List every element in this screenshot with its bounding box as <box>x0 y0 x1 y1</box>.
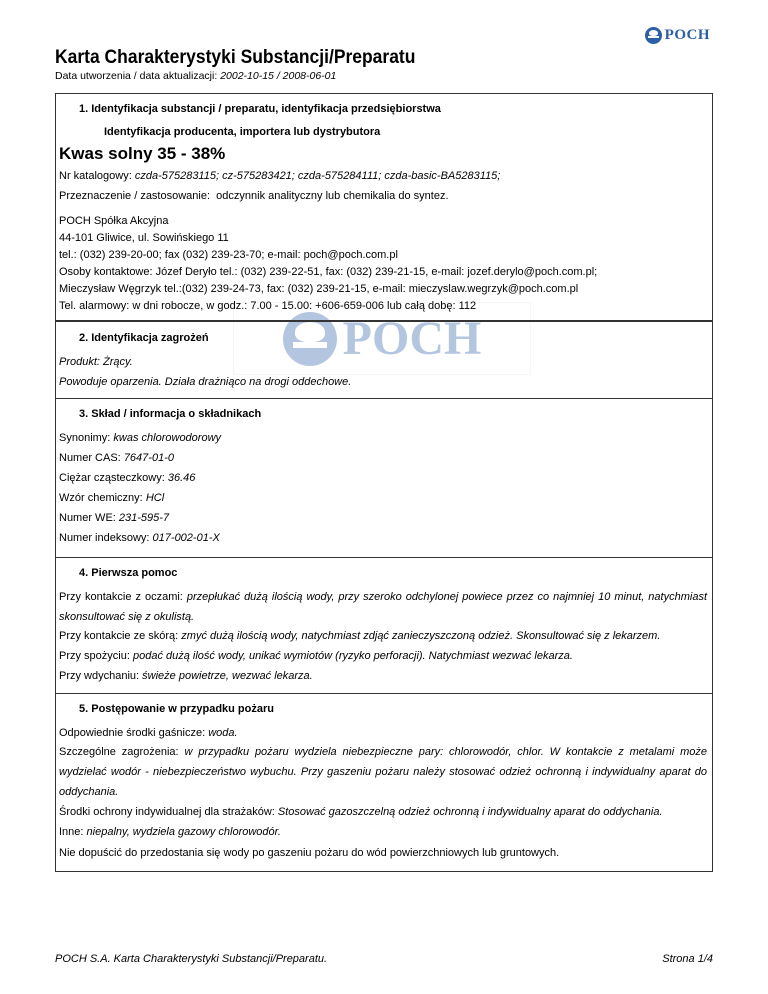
section-divider <box>55 398 713 399</box>
section-4-heading: 4. Pierwsza pomoc <box>79 567 178 579</box>
section-1-heading: 1. Identyfikacja substancji / preparatu, identyfikacja przedsiębiorstwa <box>79 103 441 115</box>
purpose-label: Przeznaczenie / zastosowanie: <box>59 190 211 202</box>
catalog-label: Nr katalogowy: <box>59 170 132 182</box>
poch-logo-mark-icon <box>645 27 662 44</box>
composition-label: Numer WE: <box>59 512 116 524</box>
fire-other <box>59 825 281 839</box>
catalog-value: czda-575283115; cz-575283421; czda-575284111; czda-basic-BA5283115; <box>134 170 501 182</box>
composition-value: kwas chlorowodorowy <box>113 432 222 444</box>
section-3-heading: 3. Skład / informacja o składnikach <box>79 408 262 420</box>
section-divider <box>55 693 713 694</box>
composition-label: Numer indeksowy: <box>59 532 150 544</box>
section-5-heading: 5. Postępowanie w przypadku pożaru <box>79 703 274 715</box>
fire-other-value: niepalny, wydziela gazowy chlorowodór. <box>86 826 281 838</box>
fire-agents-value: woda. <box>208 727 238 739</box>
composition-label: Synonimy: <box>59 432 111 444</box>
fire-agents-label: Odpowiednie środki gaśnicze: <box>59 727 206 739</box>
company-line: tel.: (032) 239-20-00; fax (032) 239-23-70; e-mail: poch@poch.com.pl <box>59 249 398 261</box>
first-aid-ingestion <box>59 649 573 663</box>
first-aid-ingestion-label: Przy spożyciu: <box>59 650 130 662</box>
first-aid-eyes-label: Przy kontakcie z oczami: <box>59 591 183 603</box>
catalog-line <box>59 169 500 183</box>
fire-agents <box>59 726 238 740</box>
composition-label: Ciężar cząsteczkowy: <box>59 472 165 484</box>
fire-other-label: Inne: <box>59 826 84 838</box>
dates-value: 2002-10-15 / 2008-06-01 <box>220 70 337 82</box>
hazard-line: Powoduje oparzenia. Działa drażniąco na drogi oddechowe. <box>59 376 352 388</box>
fire-ppe-label: Środki ochrony indywidualnej dla strażaków: <box>59 806 275 818</box>
composition-value: 017-002-01-X <box>152 532 220 544</box>
hazard-line: Produkt: Żrący. <box>59 356 133 368</box>
composition-value: HCl <box>145 492 165 504</box>
first-aid-skin-label: Przy kontakcie ze skórą: <box>59 630 179 642</box>
section-divider <box>55 320 713 322</box>
first-aid-inhalation <box>59 669 313 683</box>
fire-ppe <box>59 805 663 819</box>
composition-row <box>59 491 164 505</box>
composition-row <box>59 431 221 445</box>
product-name: Kwas solny 35 - 38% <box>59 144 226 163</box>
composition-value: 36.46 <box>167 472 196 484</box>
first-aid-eyes <box>59 587 707 627</box>
footer-document-name: POCH S.A. Karta Charakterystyki Substancji/Preparatu. <box>55 953 328 965</box>
poch-logo-text: POCH <box>664 27 710 43</box>
first-aid-inhalation-label: Przy wdychaniu: <box>59 670 140 682</box>
poch-watermark-text: POCH <box>342 312 482 365</box>
composition-row <box>59 511 169 525</box>
poch-logo <box>645 27 710 44</box>
composition-label: Numer CAS: <box>59 452 121 464</box>
company-line: 44-101 Gliwice, ul. Sowińskiego 11 <box>59 232 229 244</box>
document-title: Karta Charakterystyki Substancji/Preparatu <box>55 47 416 68</box>
first-aid-skin-value: zmyć dużą ilością wody, natychmiast zdjąć zanieczyszczoną odzież. Skonsultować się z lekarzem. <box>181 630 661 642</box>
document-dates <box>55 70 336 82</box>
fire-hazards-value: w przypadku pożaru wydziela niebezpieczne pary: chlorowodór, chlor. W kontakcie z metalami może wydzielać wodór - niebezpieczeństwo wybuchu. Przy gaszeniu pożaru należy stosować odzież ochronną i indywidualny aparat do oddychania. <box>59 746 707 798</box>
first-aid-inhalation-value: świeże powietrze, wezwać lekarza. <box>142 670 313 682</box>
first-aid-eyes-value: przepłukać dużą ilością wody, przy szeroko odchylonej powiece przez co najmniej 10 minut, natychmiast skonsultować się z okulistą. <box>59 591 707 623</box>
fire-ppe-value: Stosować gazoszczelną odzież ochronną i indywidualny aparat do oddychania. <box>277 806 663 818</box>
composition-value: 231-595-7 <box>118 512 170 524</box>
footer-page-number: Strona 1/4 <box>662 953 713 965</box>
fire-water-note: Nie dopuścić do przedostania się wody po gaszeniu pożaru do wód powierzchniowych lub gruntowych. <box>59 847 560 859</box>
composition-label: Wzór chemiczny: <box>59 492 143 504</box>
purpose-value: odczynnik analityczny lub chemikalia do syntez. <box>216 190 449 202</box>
first-aid-ingestion-value: podać dużą ilość wody, unikać wymiotów (ryzyko perforacji). Natychmiast wezwać lekarza. <box>132 650 573 662</box>
composition-row <box>59 531 220 545</box>
section-1-subheading: Identyfikacja producenta, importera lub dystrybutora <box>104 126 381 138</box>
company-line: Osoby kontaktowe: Józef Deryło tel.: (032) 239-22-51, fax: (032) 239-21-15, e-mail: jozef.derylo@poch.com.pl; <box>59 266 598 278</box>
purpose-line <box>59 189 449 203</box>
company-line: Mieczysław Węgrzyk tel.:(032) 239-24-73, fax: (032) 239-21-15, e-mail: mieczyslaw.wegrzyk@poch.com.pl <box>59 283 579 295</box>
dates-label: Data utworzenia / data aktualizacji: <box>55 70 218 82</box>
fire-hazards-label: Szczególne zagrożenia: <box>59 746 179 758</box>
section-divider <box>55 557 713 558</box>
composition-value: 7647-01-0 <box>123 452 174 464</box>
company-line: POCH Spółka Akcyjna <box>59 215 169 227</box>
section-2-heading: 2. Identyfikacja zagrożeń <box>79 332 209 344</box>
fire-hazards <box>59 742 707 802</box>
company-line: Tel. alarmowy: w dni robocze, w godz.: 7.00 - 15.00: +606-659-006 lub całą dobę: 112 <box>59 300 477 312</box>
first-aid-skin <box>59 629 660 643</box>
composition-row <box>59 451 174 465</box>
composition-row <box>59 471 195 485</box>
